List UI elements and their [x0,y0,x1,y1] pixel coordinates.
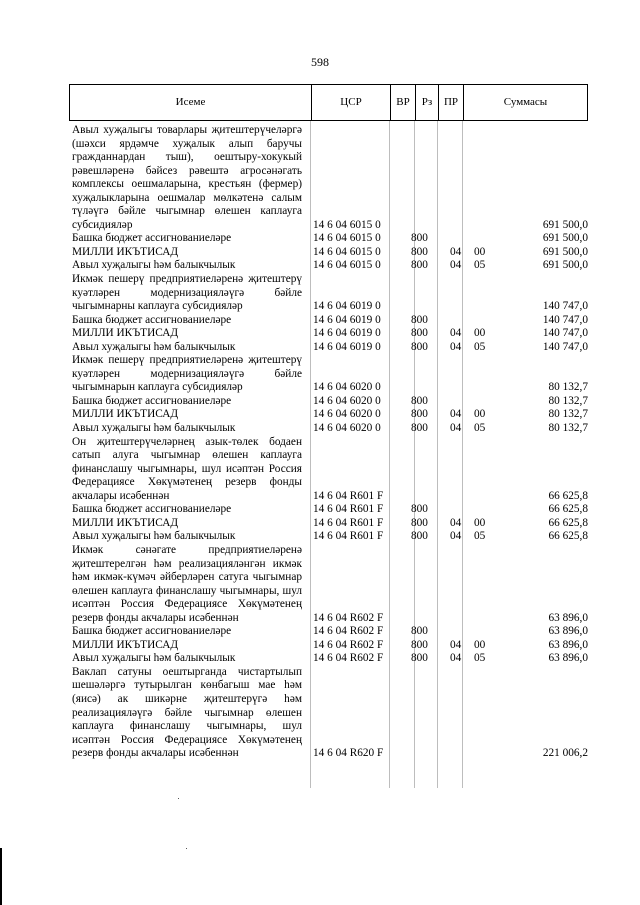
table-row [69,395,588,409]
row-sum: 63 896,0 [548,652,588,665]
table-row [69,503,588,517]
row-name: Башка бюджет ассигнованиеләре [72,394,232,407]
table-row [69,408,588,422]
row-code: 14 6 04 6020 0 [313,394,381,407]
row-sum: 140 747,0 [542,300,588,313]
table-row [69,544,588,625]
row-pr: 00 [474,638,486,651]
row-code: 14 6 04 R601 F [313,530,384,543]
row-vr: 800 [411,313,428,326]
table-row [69,530,588,544]
row-code: 14 6 04 6019 0 [313,313,381,326]
page-number: 598 [311,55,329,69]
row-code: 14 6 04 6020 0 [313,408,381,421]
row-code: 14 6 04 R601 F [313,503,384,516]
row-sum: 691 500,0 [542,218,588,231]
row-sum: 80 132,7 [548,381,588,394]
row-vr: 800 [411,638,428,651]
row-sum: 691 500,0 [542,245,588,258]
row-rz: 04 [450,530,462,543]
table-row [69,327,588,341]
row-rz: 04 [450,652,462,665]
row-name: Башка бюджет ассигнованиеләре [72,625,232,638]
row-vr: 800 [411,516,428,529]
row-name: Авыл хуҗалыгы һәм балыкчылык [72,530,236,543]
header-sum: Суммасы [463,85,587,120]
header-csr: ЦСР [311,85,390,120]
row-vr: 800 [411,652,428,665]
row-code: 14 6 04 6020 0 [313,422,381,435]
row-code: 14 6 04 6015 0 [313,245,381,258]
row-code: 14 6 04 R602 F [313,611,384,624]
row-sum: 80 132,7 [548,408,588,421]
table-body [69,124,588,761]
row-vr: 800 [411,394,428,407]
row-name: Башка бюджет ассигнованиеләре [72,313,232,326]
scan-speck [178,798,179,799]
table-row [69,232,588,246]
table-row [69,246,588,260]
row-code: 14 6 04 6019 0 [313,300,381,313]
row-name: Авыл хуҗалыгы һәм балыкчылык [72,652,236,665]
table-row [69,259,588,273]
row-rz: 04 [450,516,462,529]
row-name: Икмәк пешерү предприятиеләренә җитештерү куәтләрен модернизацияләүгә бәйле чыгымнарын каплауга субсидияләр [72,354,302,394]
row-name: МИЛЛИ ИКЪТИСАД [72,516,179,529]
table-row [69,273,588,314]
row-sum: 140 747,0 [542,340,588,353]
row-sum: 66 625,8 [548,516,588,529]
table-row [69,314,588,328]
row-vr: 800 [411,232,428,245]
row-code: 14 6 04 R601 F [313,489,384,502]
row-code: 14 6 04 R602 F [313,652,384,665]
row-name: Башка бюджет ассигнованиеләре [72,503,232,516]
row-code: 14 6 04 6019 0 [313,327,381,340]
row-rz: 04 [450,340,462,353]
row-name: Ваклап сатуны оештырганда чистартылып шешәләргә тутырылган көнбагыш мае һәм (яисә) ак шикәрне җитештерүгә һәм реализацияләүгә бәйле чыгымнар өлешен каплауга финанслашу чыгымнары, шул исәптән Россия Федерациясе Хөкүмәтенең резерв фонды акчалары исәбеннән [72,665,302,760]
row-pr: 00 [474,245,486,258]
row-pr: 05 [474,340,486,353]
scan-edge-mark [0,848,2,905]
row-code: 14 6 04 R601 F [313,516,384,529]
row-name: МИЛЛИ ИКЪТИСАД [72,327,179,340]
row-sum: 66 625,8 [548,489,588,502]
row-name: Авыл хуҗалыгы товарлары җитештерүчеләргә (шәхси ярдәмче хуҗалык алып баручы гражданнардан тыш), оештыру-хокукый рәвешләренә бәйсез рәвештә агросәнәгать комплексы оешмаларына, крестьян (фермер) хуҗалыкларына оешмалар мөлкәтенә салым түләүгә бәйле чыгымнар өлешен каплауга субсидияләр [72,124,302,231]
row-vr: 800 [411,408,428,421]
row-pr: 05 [474,652,486,665]
row-name: Он җитештерүчеләрнең азык-төлек бодаен сатып алуга чыгымнар өлешен каплауга финанслашу чыгымнары, шул исәптән Россия Федерациясе Хөкүмәтенең резерв фонды акчалары исәбеннән [72,435,302,502]
row-code: 14 6 04 6020 0 [313,381,381,394]
table-row [69,517,588,531]
row-vr: 800 [411,327,428,340]
row-pr: 05 [474,530,486,543]
row-code: 14 6 04 6015 0 [313,232,381,245]
row-sum: 140 747,0 [542,327,588,340]
row-pr: 00 [474,327,486,340]
row-code: 14 6 04 6015 0 [313,259,381,272]
row-sum: 80 132,7 [548,422,588,435]
row-vr: 800 [411,340,428,353]
table-row [69,625,588,639]
row-sum: 80 132,7 [548,394,588,407]
row-sum: 691 500,0 [542,232,588,245]
row-sum: 63 896,0 [548,638,588,651]
row-vr: 800 [411,625,428,638]
scan-speck [186,848,187,849]
table-header [69,84,588,121]
table-row [69,124,588,232]
row-sum: 221 006,2 [542,747,588,760]
row-vr: 800 [411,245,428,258]
row-code: 14 6 04 R620 F [313,747,384,760]
table-row [69,422,588,436]
row-pr: 05 [474,422,486,435]
table-row [69,436,588,504]
row-vr: 800 [411,259,428,272]
row-name: Авыл хуҗалыгы һәм балыкчылык [72,340,236,353]
row-name: Икмәк сәнәгате предприятиеләренә җитештерелгән һәм реализацияләнгән икмәк һәм икмәк-күмәч әйберләрен сатуга чыгымнар өлешен каплауга финанслашу чыгымнары, шул исәптән Россия Федерациясе Хөкүмәтенең резерв фонды акчалары исәбеннән [72,543,302,624]
header-name: Исеме [175,96,206,108]
table-row [69,652,588,666]
header-pr: ПР [438,85,463,120]
row-sum: 140 747,0 [542,313,588,326]
row-vr: 800 [411,530,428,543]
row-vr: 800 [411,422,428,435]
row-rz: 04 [450,408,462,421]
row-code: 14 6 04 R602 F [313,638,384,651]
row-name: Башка бюджет ассигнованиеләре [72,232,232,245]
row-pr: 00 [474,408,486,421]
header-rz: Рз [415,85,438,120]
table-row [69,354,588,395]
row-name: Авыл хуҗалыгы һәм балыкчылык [72,422,236,435]
row-name: МИЛЛИ ИКЪТИСАД [72,408,179,421]
row-sum: 66 625,8 [548,530,588,543]
table-row [69,639,588,653]
row-sum: 691 500,0 [542,259,588,272]
row-code: 14 6 04 6019 0 [313,340,381,353]
row-name: Авыл хуҗалыгы һәм балыкчылык [72,259,236,272]
table-row [69,341,588,355]
row-pr: 00 [474,516,486,529]
row-code: 14 6 04 6015 0 [313,218,381,231]
row-code: 14 6 04 R602 F [313,625,384,638]
row-name: МИЛЛИ ИКЪТИСАД [72,245,179,258]
row-rz: 04 [450,327,462,340]
table-row [69,666,588,761]
row-rz: 04 [450,422,462,435]
row-name: Икмәк пешерү предприятиеләренә җитештерү куәтләрен модернизацияләүгә бәйле чыгымнарны каплауга субсидияләр [72,273,302,313]
row-vr: 800 [411,503,428,516]
row-sum: 63 896,0 [548,611,588,624]
row-name: МИЛЛИ ИКЪТИСАД [72,638,179,651]
row-rz: 04 [450,259,462,272]
row-rz: 04 [450,638,462,651]
header-vr: ВР [390,85,415,120]
row-pr: 05 [474,259,486,272]
row-sum: 63 896,0 [548,625,588,638]
row-sum: 66 625,8 [548,503,588,516]
row-rz: 04 [450,245,462,258]
